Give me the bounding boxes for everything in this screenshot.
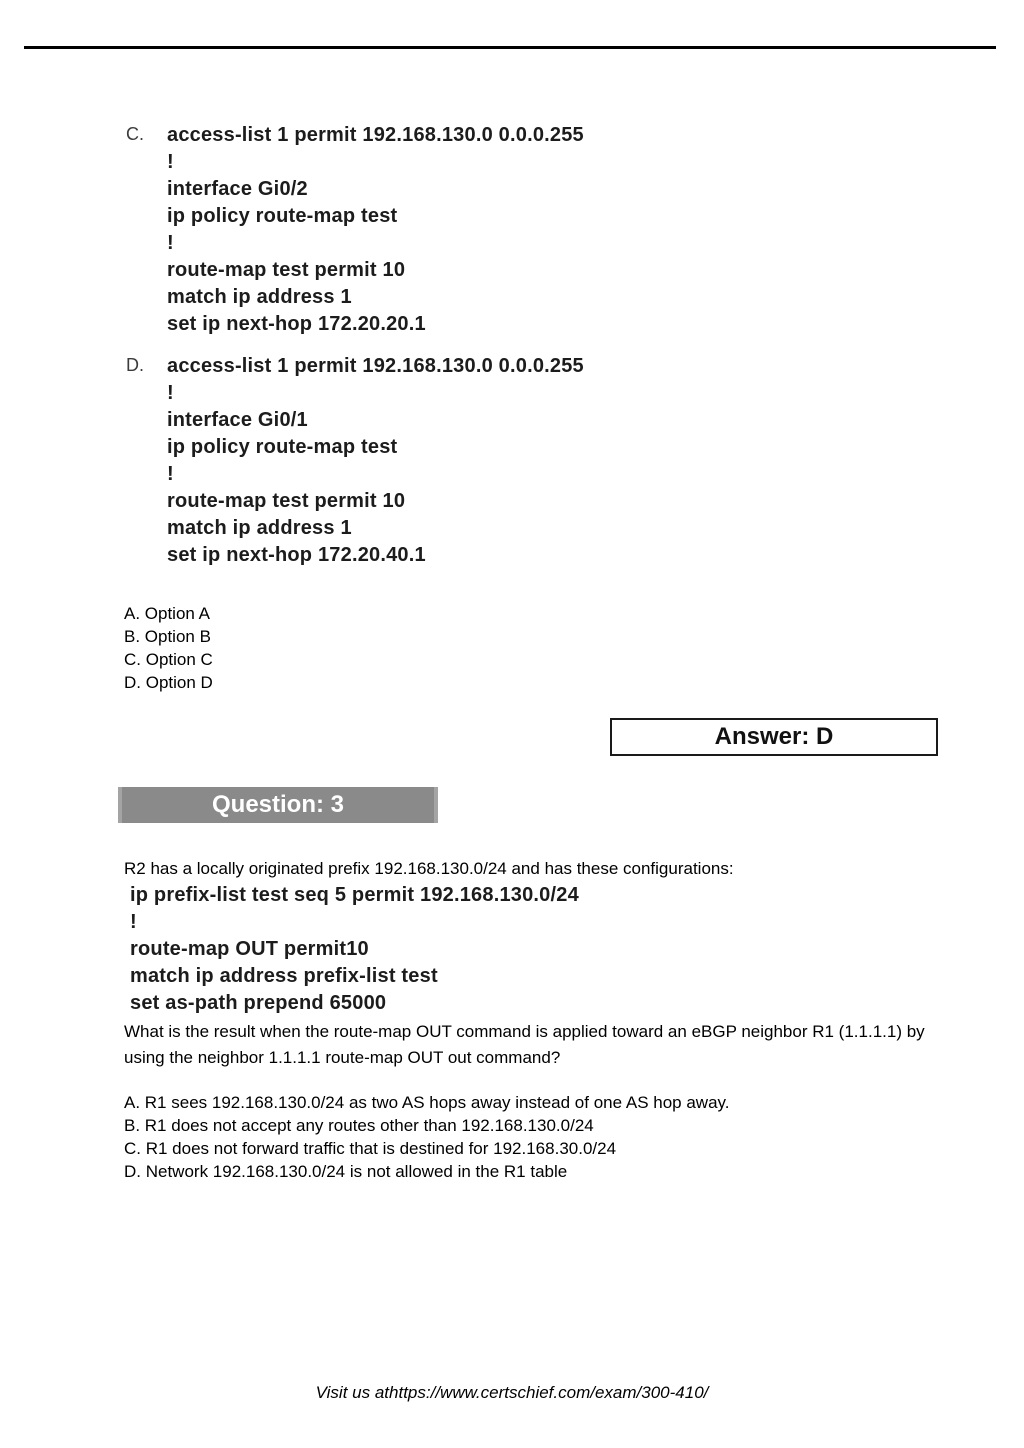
config-line: set as-path prepend 65000 xyxy=(130,992,387,1014)
footer-link-text: Visit us athttps://www.certschief.com/exam/300-410/ xyxy=(315,1383,709,1402)
option-c-config xyxy=(167,122,584,338)
config-line: ! xyxy=(167,151,174,173)
question2-exhibit xyxy=(126,122,584,569)
config-line: ip prefix-list test seq 5 permit 192.168.130.0/24 xyxy=(130,884,579,906)
option-d-config xyxy=(167,353,584,569)
config-line: interface Gi0/2 xyxy=(167,178,308,200)
option-d-marker: D. xyxy=(126,355,144,375)
config-line: route-map test permit 10 xyxy=(167,490,406,512)
config-line: ! xyxy=(167,232,174,254)
choice-a: A. Option A xyxy=(124,604,210,623)
choice-d: D. Network 192.168.130.0/24 is not allowed in the R1 table xyxy=(124,1162,568,1181)
config-line: ip policy route-map test xyxy=(167,205,398,227)
config-line: set ip next-hop 172.20.20.1 xyxy=(167,313,426,335)
question3-question-text: What is the result when the route-map OUT command is applied toward an eBGP neighbor R1 (1.1.1.1) by using the neighbor 1.1.1.1 route-map OUT out command? xyxy=(124,1022,925,1067)
choice-c: C. R1 does not forward traffic that is destined for 192.168.30.0/24 xyxy=(124,1139,617,1158)
config-line: ip policy route-map test xyxy=(167,436,398,458)
question3-config xyxy=(130,882,964,1017)
config-line: route-map test permit 10 xyxy=(167,259,406,281)
config-line: ! xyxy=(167,382,174,404)
config-line: interface Gi0/1 xyxy=(167,409,308,431)
header-rule xyxy=(24,46,996,49)
exhibit-option-d xyxy=(126,353,584,569)
config-line: match ip address 1 xyxy=(167,517,352,539)
question3-title: Question: 3 xyxy=(211,791,344,818)
choice-b: B. Option B xyxy=(124,627,211,646)
exhibit-option-c xyxy=(126,122,584,338)
config-line: route-map OUT permit10 xyxy=(130,938,369,960)
answer-label: Answer: D xyxy=(714,723,834,750)
config-line: set ip next-hop 172.20.40.1 xyxy=(167,544,426,566)
option-c-marker: C. xyxy=(126,124,144,144)
choice-c: C. Option C xyxy=(124,650,213,669)
choice-b: B. R1 does not accept any routes other than 192.168.130.0/24 xyxy=(124,1116,594,1135)
answer-box xyxy=(610,718,938,756)
question3-body xyxy=(124,857,964,1183)
config-line: access-list 1 permit 192.168.130.0 0.0.0.255 xyxy=(167,124,584,146)
question3-choices xyxy=(124,1091,964,1183)
question3-header-bar xyxy=(118,787,438,823)
choice-d: D. Option D xyxy=(124,673,213,692)
config-line: access-list 1 permit 192.168.130.0 0.0.0.255 xyxy=(167,355,584,377)
question3-intro: R2 has a locally originated prefix 192.168.130.0/24 and has these configurations: xyxy=(124,859,734,878)
choice-a: A. R1 sees 192.168.130.0/24 as two AS hops away instead of one AS hop away. xyxy=(124,1093,730,1112)
config-line: match ip address 1 xyxy=(167,286,352,308)
question2-choices xyxy=(124,602,213,694)
config-line: ! xyxy=(130,911,137,933)
config-line: match ip address prefix-list test xyxy=(130,965,438,987)
config-line: ! xyxy=(167,463,174,485)
